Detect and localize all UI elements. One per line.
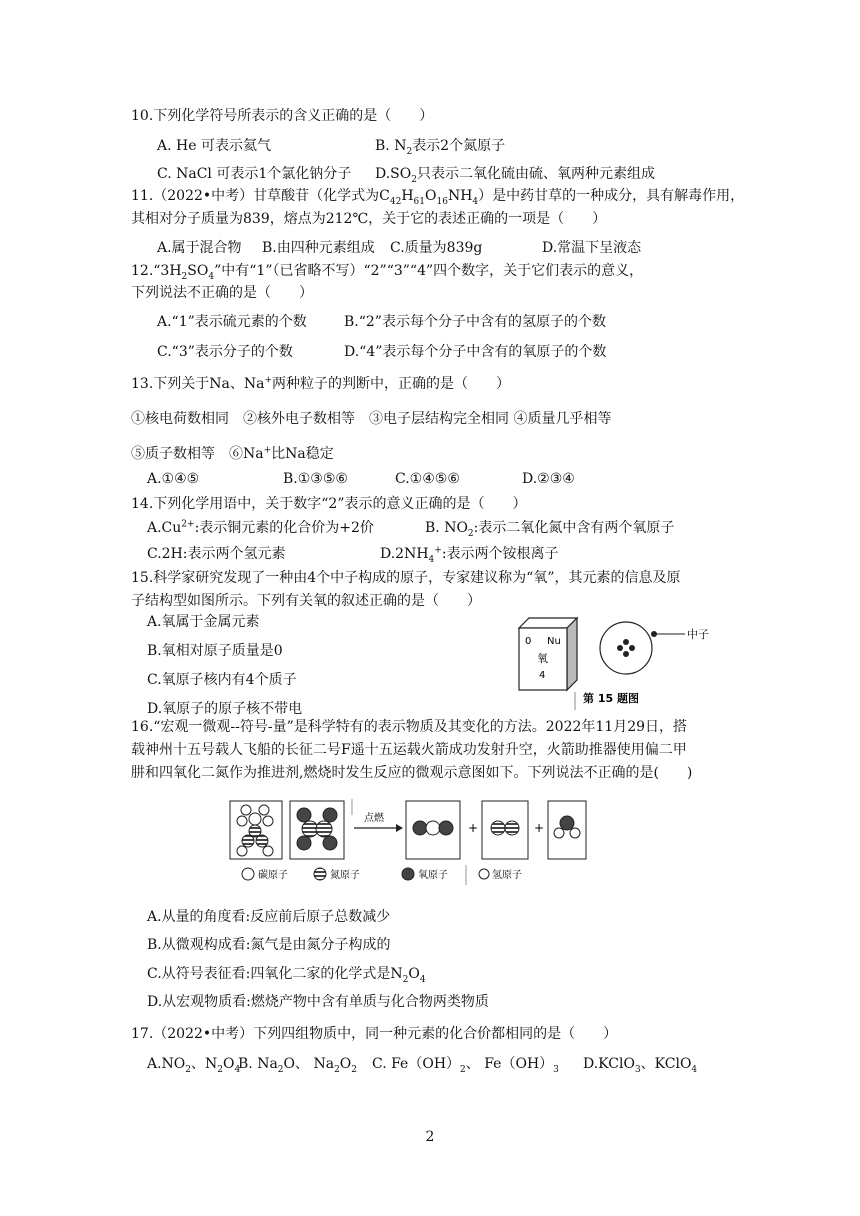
q16-stem-line2: 载神州十五号载人飞船的长征二号F遥十五运载火箭成功发射升空，火箭助推器使用偏二甲	[131, 742, 687, 758]
q17-stem: 17.（2022•中考）下列四组物质中，同一种元素的化合价都相同的是（ ）	[131, 1026, 618, 1042]
page-number: 2	[425, 1129, 435, 1145]
q16-option-d: D.从宏观物质看:燃烧产物中含有单质与化合物两类物质	[147, 994, 489, 1010]
q14-option-a: $A.Cu^{2+}$:表示铜元素的化合价为+2价	[147, 519, 374, 536]
q15-option-c: C.氧原子核内有4个质子	[147, 672, 297, 688]
q16-option-a: A.从量的角度看:反应前后原子总数减少	[147, 909, 391, 925]
q12-stem-line1: $12.“3H_2SO_4$”中有“1”（已省略不写）“2”“3”“4”四个数字，关于它们表示的意义，	[131, 263, 644, 282]
q12-option-d: D.“4”表示每个分子中含有的氧原子的个数	[344, 344, 607, 360]
q15-option-a: A.氧属于金属元素	[147, 614, 260, 630]
q15-stem-line2: 子结构型如图所示。下列有关氧的叙述正确的是（ ）	[131, 593, 481, 609]
q15-figure	[515, 612, 715, 710]
svg-text:+: +	[534, 821, 545, 835]
q13-option-c: C.①④⑤⑥	[395, 471, 460, 487]
q14-option-c: C.2H:表示两个氢元素	[147, 546, 286, 562]
svg-text:+: +	[468, 821, 479, 835]
legend-carbon: 碳原子	[258, 870, 288, 881]
q14-option-b: B. $NO_2$:表示二氧化氮中含有两个氧原子	[425, 520, 675, 539]
q16-option-c: C.从符号表征看:四氧化二家的化学式是$N_2O_4$	[147, 966, 426, 985]
cube-atomic-number: 0	[525, 636, 532, 647]
q12-stem-line2: 下列说法不正确的是（ ）	[131, 285, 313, 301]
q12-option-c: C.“3”表示分子的个数	[157, 344, 293, 360]
q13-option-b: B.①③⑤⑥	[283, 471, 348, 487]
q12-option-b: B.“2”表示每个分子中含有的氢原子的个数	[344, 314, 606, 330]
q17-option-b: B. $Na_2O$、 $Na_2O_2$	[238, 1056, 358, 1075]
q10-option-b: B. $N_2$表示2个氮原子	[375, 138, 506, 157]
q17-option-c: C. $Fe(OH)_2$、 $Fe(OH)_3$	[372, 1056, 559, 1075]
q13-option-a: A.①④⑤	[147, 471, 200, 487]
q11-stem-line1: 11.（2022•中考）甘草酸苷（化学式为$C_{42}H_{61}O_{16}NH_4$）是中药甘草的一种成分，具有解毒作用，	[131, 188, 745, 207]
q13-option-d: D.②③④	[522, 471, 575, 487]
q11-option-a: A.属于混合物	[157, 240, 242, 256]
legend-oxygen: 氧原子	[418, 870, 448, 881]
neutron-label: 中子	[687, 628, 709, 641]
legend	[242, 865, 522, 885]
q14-option-d: $D.2NH_4^+$:表示两个铵根离子	[380, 545, 559, 565]
q15-option-b: B.氧相对原子质量是0	[147, 643, 283, 659]
q16-stem-line1: 16.“宏观一微观--符号-量”是科学特有的表示物质及其变化的方法。2022年11月29日，搭	[131, 719, 688, 735]
q13-statements-1: ①核电荷数相同 ②核外电子数相等 ③电子层结构完全相同 ④质量几乎相等	[131, 411, 612, 427]
q10-stem: 10.下列化学符号所表示的含义正确的是（ ）	[131, 108, 434, 124]
q16-stem-line3: 肼和四氧化二氮作为推进剂,燃烧时发生反应的微观示意图如下。下列说法不正确的是( )	[131, 765, 693, 781]
q10-option-d: $D.SO_2$只表示二氧化硫由硫、氧两种元素组成	[375, 166, 655, 185]
cube-name: 氧	[537, 652, 548, 665]
q10-option-a: A. He 可表示氦气	[157, 138, 271, 154]
q15-stem-line1: 15.科学家研究发现了一种由4个中子构成的原子，专家建议称为“氧”，其元素的信息及原	[131, 570, 681, 586]
q11-option-c: C.质量为839g	[390, 240, 483, 256]
legend-nitrogen: 氮原子	[330, 870, 360, 881]
legend-hydrogen: 氢原子	[492, 870, 522, 881]
q16-option-b: B.从微观构成看:氮气是由氮分子构成的	[147, 937, 391, 953]
q13-statements-2: ⑤质子数相等 ⑥Na+比Na稳定	[131, 445, 334, 462]
q16-reaction-figure	[228, 795, 608, 887]
q13-stem: 13.下列关于Na、Na+两种粒子的判断中，正确的是（ ）	[131, 375, 511, 392]
q11-option-b: B.由四种元素组成	[262, 240, 375, 256]
q15-caption: 第 15 题图	[583, 692, 639, 705]
q17-option-d: D.KClO$_3$、KClO$_4$	[583, 1056, 698, 1075]
q14-stem: 14.下列化学用语中，关于数字“2”表示的意义正确的是（ ）	[131, 496, 527, 512]
q11-option-d: D.常温下呈液态	[542, 240, 642, 256]
cube-mass: 4	[539, 670, 546, 681]
reaction-condition: 点燃	[364, 813, 384, 824]
cube-symbol: Nu	[547, 636, 561, 647]
atom-model	[600, 622, 709, 674]
element-cube	[519, 618, 577, 690]
q17-option-a: $A.NO_2$、$N_2O_4$	[147, 1056, 241, 1075]
q15-option-d: D.氧原子的原子核不带电	[147, 701, 303, 717]
q10-option-c: C. NaCl 可表示1个氯化钠分子	[157, 166, 352, 182]
q12-option-a: A.“1”表示硫元素的个数	[157, 314, 307, 330]
q11-stem-line2: 其相对分子质量为839，熔点为212℃，关于它的表述正确的一项是（ ）	[131, 211, 607, 227]
